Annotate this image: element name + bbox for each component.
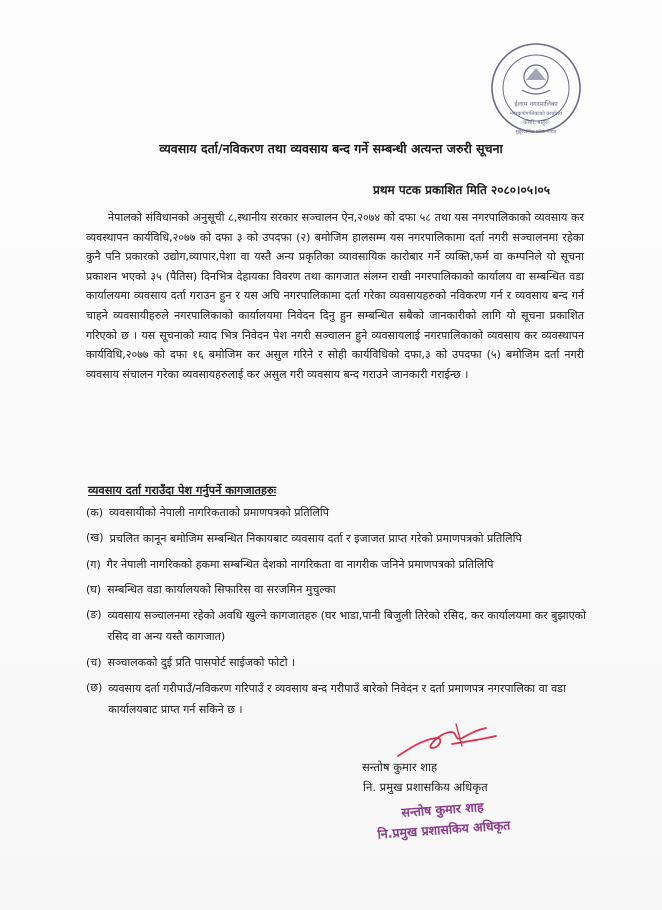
list-item-text: गैर नेपाली नागरिकको हकमा सम्बन्धित देशको नागरिकता वा नागरीक जनिने प्रमाणपत्रको प्रतिलिपि [106,558,494,571]
notice-body: नेपालको संविधानको अनुसूची ८,स्थानीय सरकार सञ्चालन ऐन,२०७४ को दफा ५८ तथा यस नगरपालिकाको व्यवसाय कर व्यवस्थापन कार्यविधि,२०७७ को दफा ३ को उपदफा (२) बमोजिम हालसम्म यस नगरपालिकामा दर्ता नगरी सञ्चालनमा रहेका कुनै पनि प्रकारको उद्योग,व्यापार,पेशा वा यस्तै अन्य प्रकृतिका व्यावसायिक कारोबार गर्ने व्यक्ति,फर्म वा कम्पनिले यो सूचना प्रकाशन भएको ३५ (पैतिस) दिनभित्र देहायका विवरण तथा कागजात संलग्न राखी नगरपालिकाको कार्यालय वा सम्बन्धित वडा कार्यालयमा व्यवसाय दर्ता गराउन हुन र यस अघि नगरपालिकामा दर्ता गरेका व्यवसायहरुको नविकरण गर्न र व्यवसाय बन्द गर्न चाहने व्यवसायीहरुले नगरपालिकाको कार्यालयमा निवेदन दिनु हुन सम्बन्धित सबैको जानकारीको लागि यो सूचना प्रकाशित गरिएको छ । यस सूचनाको म्याद भित्र निवेदन पेश नगरी सञ्चालन हुने व्यवसायलाई नगरपालिकाको व्यवसाय कर व्यवस्थापन कार्यविधि,२०७७ को दफा १६ बमोजिम कर असुल गरिने र सोही कार्यविधिको दफा,३ को उपदफा (५) बमोजिम दर्ता नगरी व्यवसाय संचालन गरेका व्यवसायहरुलाई कर असुल गरी व्यवसाय बन्द गराउने जानकारी गराईन्छ । [86,211,584,381]
seal-text-top: ईलाम नगरपालिका [514,100,558,108]
list-item [86,605,586,647]
seal-text-bottom: कोशी, बाहुरा [523,120,549,126]
list-item-marker: (च) [86,656,102,669]
signatory-title: नि. प्रमुख प्रशासकिय अधिकृत [363,780,488,794]
list-item-marker: (ग) [86,558,101,571]
list-item-text: व्यवसायीको नेपाली नागरिकताको प्रमाणपत्रको प्रतिलिपि [109,506,329,519]
seal-text-middle: नगरकार्यपालिकाको कार्यालय [510,111,562,117]
stamp-line-1: सन्तोष कुमार शाह [400,799,485,820]
list-item [86,555,586,574]
municipality-seal [488,40,584,136]
list-item-marker: (घ) [86,583,102,596]
handwritten-signature [392,718,502,764]
list-item-text: सञ्चालकको दुई प्रति पासपोर्ट साईजको फोटो । [107,656,296,669]
seal-text-outer: सुदूरपश्चिम प्रदेश, नेपाल [515,130,557,135]
list-item-text: प्रचलित कानून बमोजिम सम्बन्धित निकायबाट व्यवसाय दर्ता र इजाजत प्राप्त गरेको प्रमाणपत्रको प्रतिलिपि [109,532,522,545]
list-item [86,528,586,549]
list-item-marker: (क) [86,506,104,519]
notice-title: व्यवसाय दर्ता/नविकरण तथा व्यवसाय बन्द गर्ने सम्बन्धी अत्यन्त जरुरी सूचना [159,141,503,156]
list-item [86,653,586,672]
signatory-name: सन्तोष कुमार शाह [362,760,438,774]
list-item-marker: (ख) [86,531,104,544]
list-item-text: व्यवसाय दर्ता गरीपाउँ/नविकरण गरिपाउँ र व्यवसाय बन्द गरीपाउँ बारेको निवेदन र दर्ता प्रमाणपत्र नगरपालिका वा वडा कार्यालयबाट प्राप्त गर्न सकिने छ । [108,682,566,716]
list-item-text: व्यवसाय सञ्चालनमा रहेको अवधि खुल्ने कागजातहरु (घर भाडा,पानी बिजुली तिरेको रसिद, कर कार्यालयमा कर बुझाएको रसिद वा अन्य यस्तै कागजात) [107,609,586,643]
list-item [86,580,586,599]
officer-stamp [368,788,518,846]
list-item-text: सम्बन्धित वडा कार्यालयको सिफारिस वा सरजमिन मुचुल्का [107,583,336,596]
documents-heading: व्यवसाय दर्ता गराउँदा पेश गर्नुपर्ने कागजातहरुः [88,484,277,497]
documents-list [86,503,586,726]
published-date: प्रथम पटक प्रकाशित मिति २०८०।०५।०५ [373,183,550,197]
list-item-marker: (छ) [86,681,103,694]
list-item-marker: (ङ) [86,608,102,621]
list-item [86,678,586,720]
list-item [86,503,586,522]
stamp-line-2: नि.प्रमुख प्रशासकिय अधिकृत [376,817,511,842]
